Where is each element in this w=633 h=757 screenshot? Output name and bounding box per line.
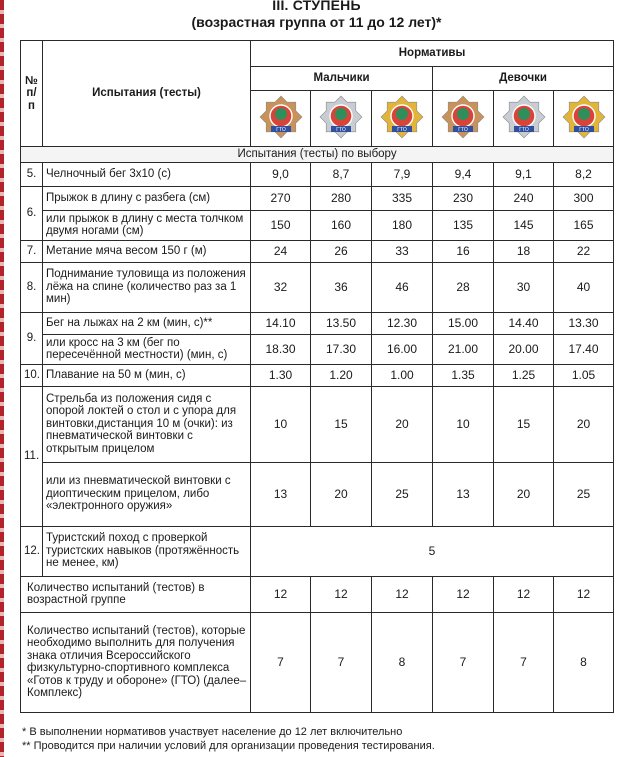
norm-value: 10 — [433, 386, 494, 462]
norm-value: 15 — [311, 386, 372, 462]
row-number: 9. — [21, 312, 43, 364]
norm-value: 12 — [433, 576, 494, 612]
test-label: Поднимание туловища из положения лёжа на спине (количество раз за 1 мин) — [43, 262, 251, 312]
norm-value: 20.00 — [494, 334, 554, 364]
norm-value: 12 — [554, 576, 614, 612]
badge-cell — [433, 91, 494, 147]
col-girls-header: Девочки — [433, 67, 614, 91]
norm-value: 8,7 — [311, 162, 372, 186]
badge-label: ГТО — [578, 126, 589, 133]
row-number: 10. — [21, 364, 43, 386]
norm-value: 145 — [494, 210, 554, 240]
norm-value: 5 — [251, 526, 614, 576]
norm-value: 20 — [554, 386, 614, 462]
badge-label: ГТО — [275, 126, 286, 133]
norm-value: 8 — [372, 612, 433, 712]
norm-value: 13.50 — [311, 312, 372, 334]
row-number: 11. — [21, 386, 43, 526]
norm-value: 15.00 — [433, 312, 494, 334]
norm-value: 1.35 — [433, 364, 494, 386]
table-row — [21, 262, 614, 312]
norm-value: 46 — [372, 262, 433, 312]
row-number: 5. — [21, 162, 43, 186]
norm-value: 270 — [251, 186, 311, 210]
row-number: 12. — [21, 526, 43, 576]
norm-value: 7 — [251, 612, 311, 712]
norm-value: 12 — [372, 576, 433, 612]
test-label: Плавание на 50 м (мин, с) — [43, 364, 251, 386]
norm-value: 30 — [494, 262, 554, 312]
norm-value: 33 — [372, 240, 433, 262]
badge-label: ГТО — [518, 126, 529, 133]
table-row — [21, 240, 614, 262]
test-label: Туристский поход с проверкой туристских навыков (протяжённость не менее, км) — [43, 526, 251, 576]
silver-badge-icon — [502, 95, 546, 139]
norm-value: 20 — [311, 462, 372, 526]
test-label: Метание мяча весом 150 г (м) — [43, 240, 251, 262]
table-row — [21, 364, 614, 386]
col-norms-header: Нормативы — [251, 41, 614, 67]
test-label: или прыжок в длину с места толчком двумя ногами (см) — [43, 210, 251, 240]
norm-value: 9,0 — [251, 162, 311, 186]
footnote-age: * В выполнении нормативов участвует население до 12 лет включительно — [22, 726, 403, 738]
badge-cell — [494, 91, 554, 147]
test-label: или из пневматической винтовки с диоптическим прицелом, либо «электронного оружия» — [43, 462, 251, 526]
norm-value: 1.25 — [494, 364, 554, 386]
col-test-header: Испытания (тесты) — [43, 41, 251, 147]
table-row — [21, 210, 614, 240]
bronze-badge-icon — [441, 95, 485, 139]
norm-value: 20 — [372, 386, 433, 462]
norm-value: 1.20 — [311, 364, 372, 386]
row-number: 7. — [21, 240, 43, 262]
badge-label: ГТО — [397, 126, 407, 133]
norm-value: 160 — [311, 210, 372, 240]
norm-value: 230 — [433, 186, 494, 210]
badge-label: ГТО — [336, 126, 346, 133]
summary-label: Количество испытаний (тестов), которые необходимо выполнить для получения знака отличия Всероссийского физкультурно-спортивного комплекса «Готов к труду и обороне» (ГТО) (далее–Комплекс) — [21, 612, 251, 712]
table-row — [21, 186, 614, 210]
section-row — [21, 147, 614, 163]
norms-table — [20, 40, 614, 713]
footnote-conditions: ** Проводится при наличии условий для организации проведения тестирования. — [22, 740, 435, 752]
norm-value: 15 — [494, 386, 554, 462]
page-heading — [0, 0, 633, 30]
table-row-hiking — [21, 526, 614, 576]
test-label: Челночный бег 3x10 (с) — [43, 162, 251, 186]
norm-value: 280 — [311, 186, 372, 210]
row-number: 6. — [21, 186, 43, 240]
table-row — [21, 162, 614, 186]
norm-value: 240 — [494, 186, 554, 210]
badge-cell — [251, 91, 311, 147]
norm-value: 24 — [251, 240, 311, 262]
badge-cell — [372, 91, 433, 147]
table-row — [21, 462, 614, 526]
norm-value: 18.30 — [251, 334, 311, 364]
norm-value: 17.30 — [311, 334, 372, 364]
norm-value: 9,1 — [494, 162, 554, 186]
norm-value: 20 — [494, 462, 554, 526]
norm-value: 26 — [311, 240, 372, 262]
test-label: Стрельба из положения сидя с опорой локтей о стол и с упора для винтовки,дистанция 10 м (очки): из пневматической винтовки с открытым прицелом — [43, 386, 251, 462]
test-label: Прыжок в длину с разбега (см) — [43, 186, 251, 210]
norm-value: 12 — [251, 576, 311, 612]
test-label: или кросс на 3 км (бег по пересечённой местности) (мин, с) — [43, 334, 251, 364]
footnotes — [22, 725, 622, 753]
gold-badge-icon — [562, 95, 606, 139]
norm-value: 1.00 — [372, 364, 433, 386]
col-boys-header: Мальчики — [251, 67, 433, 91]
norm-value: 36 — [311, 262, 372, 312]
norm-value: 1.30 — [251, 364, 311, 386]
norm-value: 10 — [251, 386, 311, 462]
table-row — [21, 386, 614, 462]
silver-badge-icon — [319, 95, 363, 139]
norm-value: 7 — [494, 612, 554, 712]
norm-value: 32 — [251, 262, 311, 312]
norm-value: 21.00 — [433, 334, 494, 364]
badge-cell — [554, 91, 614, 147]
norm-value: 8 — [554, 612, 614, 712]
col-num-header: № п/п — [21, 41, 43, 147]
norm-value: 13 — [433, 462, 494, 526]
norm-value: 9,4 — [433, 162, 494, 186]
summary-label: Количество испытаний (тестов) в возрастной группе — [21, 576, 251, 612]
norm-value: 28 — [433, 262, 494, 312]
norm-value: 13 — [251, 462, 311, 526]
norm-value: 13.30 — [554, 312, 614, 334]
norm-value: 7,9 — [372, 162, 433, 186]
bronze-badge-icon — [259, 95, 303, 139]
norm-value: 25 — [372, 462, 433, 526]
norm-value: 25 — [554, 462, 614, 526]
norm-value: 18 — [494, 240, 554, 262]
norm-value: 165 — [554, 210, 614, 240]
badge-cell — [311, 91, 372, 147]
norm-value: 14.10 — [251, 312, 311, 334]
norm-value: 300 — [554, 186, 614, 210]
badge-label: ГТО — [458, 126, 468, 133]
norm-value: 16.00 — [372, 334, 433, 364]
norm-value: 12.30 — [372, 312, 433, 334]
norm-value: 14.40 — [494, 312, 554, 334]
table-row — [21, 612, 614, 712]
gold-badge-icon — [380, 95, 424, 139]
row-number: 8. — [21, 262, 43, 312]
stage-title: III. СТУПЕНЬ — [272, 0, 361, 13]
table-row — [21, 576, 614, 612]
table-row — [21, 312, 614, 334]
test-label: Бег на лыжах на 2 км (мин, с)** — [43, 312, 251, 334]
norm-value: 180 — [372, 210, 433, 240]
decorative-edge — [0, 0, 4, 757]
norm-value: 8,2 — [554, 162, 614, 186]
norm-value: 135 — [433, 210, 494, 240]
age-group-subtitle: (возрастная группа от 11 до 12 лет)* — [191, 14, 442, 30]
norm-value: 17.40 — [554, 334, 614, 364]
norm-value: 1.05 — [554, 364, 614, 386]
section-title: Испытания (тесты) по выбору — [21, 147, 614, 163]
norm-value: 40 — [554, 262, 614, 312]
norm-value: 12 — [311, 576, 372, 612]
norm-value: 22 — [554, 240, 614, 262]
norm-value: 7 — [311, 612, 372, 712]
norm-value: 7 — [433, 612, 494, 712]
norm-value: 12 — [494, 576, 554, 612]
norm-value: 150 — [251, 210, 311, 240]
norm-value: 16 — [433, 240, 494, 262]
header-row-norms — [21, 41, 614, 67]
norm-value: 335 — [372, 186, 433, 210]
table-row — [21, 334, 614, 364]
